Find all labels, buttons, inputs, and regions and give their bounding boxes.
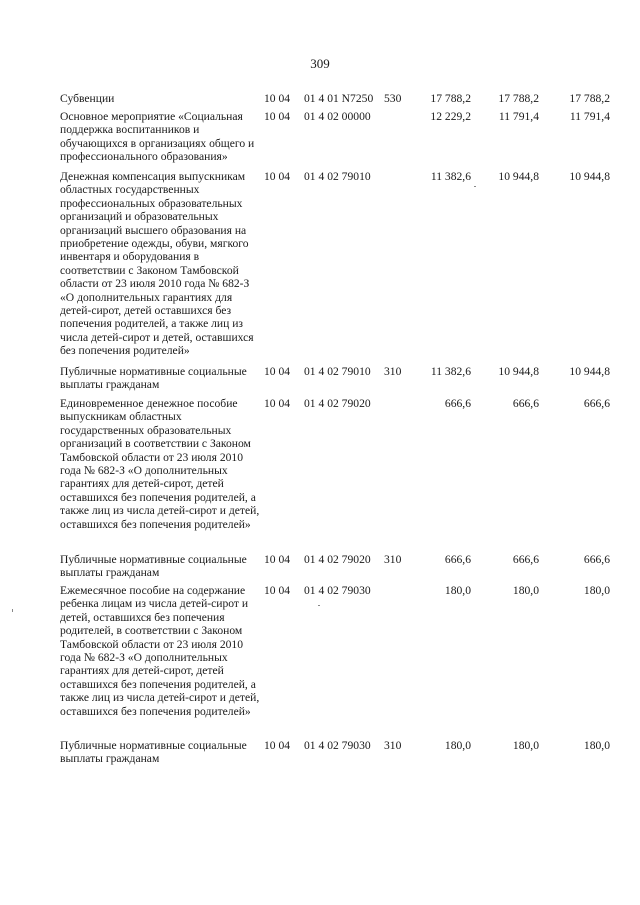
row-description: Ежемесячное пособие на содержание ребенка лицам из числа детей-сирот и детей, оставшихся без попечения родителей, в соответствии с Законом Тамбовской области от 23 июля 2010 года № 682-З «О дополнительных гарантиях для детей-сирот, детей оставшихся без попечения родителей, а также лиц из числа детей-сирот и детей, оставшихся без попечения родителей»	[60, 584, 260, 718]
amount-year-2: 10 944,8	[498, 365, 539, 378]
amount-year-1: 17 788,2	[430, 92, 471, 105]
amount-year-2: 11 791,4	[498, 110, 539, 123]
section-code: 10 04	[264, 110, 291, 123]
row-description: Публичные нормативные социальные выплаты гражданам	[60, 365, 247, 392]
amount-year-1: 11 382,6	[430, 170, 471, 183]
amount-year-2: 180,0	[512, 584, 539, 597]
amount-year-1: 11 382,6	[430, 365, 471, 378]
amount-year-3: 11 791,4	[569, 110, 610, 123]
target-article-code: 01 4 02 79010	[304, 365, 371, 378]
scan-speck	[474, 186, 476, 187]
amount-year-1: 180,0	[444, 584, 471, 597]
row-description: Основное мероприятие «Социальная поддержка воспитанников и обучающихся в организациях общего и профессионального образования»	[60, 110, 255, 164]
amount-year-1: 12 229,2	[430, 110, 471, 123]
section-code: 10 04	[264, 170, 291, 183]
target-article-code: 01 4 02 79020	[304, 553, 371, 566]
row-description: Публичные нормативные социальные выплаты гражданам	[60, 739, 247, 766]
page-number: 309	[310, 56, 330, 71]
section-code: 10 04	[264, 92, 291, 105]
section-code: 10 04	[264, 553, 291, 566]
scan-speck	[12, 609, 13, 612]
scan-speck	[318, 605, 320, 606]
row-description: Публичные нормативные социальные выплаты гражданам	[60, 553, 247, 580]
target-article-code: 01 4 01 N7250	[304, 92, 374, 105]
amount-year-3: 17 788,2	[569, 92, 610, 105]
expense-type-code: 530	[384, 92, 402, 105]
amount-year-2: 180,0	[512, 739, 539, 752]
amount-year-3: 666,6	[583, 397, 610, 410]
section-code: 10 04	[264, 584, 291, 597]
amount-year-2: 17 788,2	[498, 92, 539, 105]
amount-year-3: 10 944,8	[569, 170, 610, 183]
amount-year-2: 666,6	[512, 397, 539, 410]
target-article-code: 01 4 02 00000	[304, 110, 371, 123]
target-article-code: 01 4 02 79010	[304, 170, 371, 183]
target-article-code: 01 4 02 79030	[304, 584, 371, 597]
amount-year-1: 180,0	[444, 739, 471, 752]
amount-year-3: 180,0	[583, 739, 610, 752]
expense-type-code: 310	[384, 365, 402, 378]
section-code: 10 04	[264, 365, 291, 378]
amount-year-1: 666,6	[444, 553, 471, 566]
section-code: 10 04	[264, 739, 291, 752]
expense-type-code: 310	[384, 553, 402, 566]
amount-year-1: 666,6	[444, 397, 471, 410]
amount-year-3: 666,6	[583, 553, 610, 566]
target-article-code: 01 4 02 79020	[304, 397, 371, 410]
row-description: Субвенции	[60, 92, 115, 105]
row-description: Единовременное денежное пособие выпускникам областных государственных образовательных организаций в соответствии с Законом Тамбовской области от 23 июля 2010 года № 682-З «О дополнительных гарантиях для детей-сирот, детей оставшихся без попечения родителей, а также лиц из числа детей-сирот и детей, оставшихся без попечения родителей»	[60, 397, 260, 531]
expense-type-code: 310	[384, 739, 402, 752]
row-description: Денежная компенсация выпускникам областных государственных профессиональных образовательных организаций и образовательных организаций высшего образования на приобретение одежды, обуви, мягкого инвентаря и оборудования в соответствии с Законом Тамбовской области от 23 июля 2010 года № 682-З «О дополнительных гарантиях для детей-сирот, детей оставшихся без попечения родителей, а также лиц из числа детей-сирот и детей, оставшихся без попечения родителей»	[60, 170, 254, 358]
amount-year-2: 666,6	[512, 553, 539, 566]
section-code: 10 04	[264, 397, 291, 410]
amount-year-3: 10 944,8	[569, 365, 610, 378]
amount-year-2: 10 944,8	[498, 170, 539, 183]
target-article-code: 01 4 02 79030	[304, 739, 371, 752]
amount-year-3: 180,0	[583, 584, 610, 597]
